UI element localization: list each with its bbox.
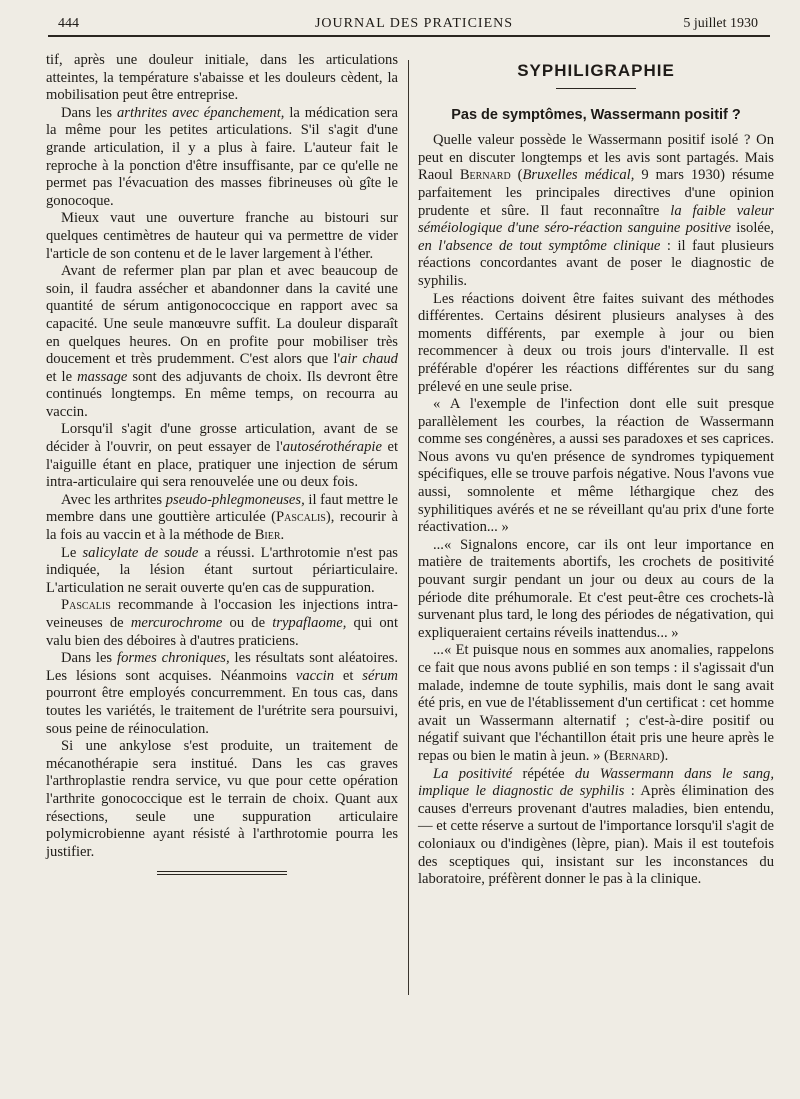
- text-run: Lorsqu'il s'agit d'une grosse articulation, avant de se décider à l'ouvrir, on peut essayer de l': [46, 421, 398, 456]
- italic-text: sérum: [362, 667, 398, 684]
- italic-text: formes chroniques,: [117, 650, 230, 667]
- paragraph: [46, 210, 398, 263]
- italic-text: arthrites avec épanchement,: [117, 104, 285, 121]
- italic-text: mercurochrome: [130, 615, 223, 631]
- column-divider: [408, 60, 409, 995]
- text-run: recommande à l'occasion les injections intra-veineuses de: [46, 597, 398, 631]
- italic-text: en l'absence de tout symptôme clinique: [418, 237, 661, 254]
- text-run: la médication sera la même pour les petites articulations. S'il s'agit d'une grande articulation, il y a plus à faire. L'auteur fait le reproche à la ponction d'être insuffisante, par ce qu'elle ne permet pas l'évacuation des masses fibrineuses où gîte le gonocoque.: [46, 104, 398, 209]
- italic-text: salicylate de soude: [82, 544, 199, 561]
- text-run: (: [510, 167, 523, 184]
- author-name: Pascalis: [276, 509, 326, 526]
- header-rule: [48, 35, 770, 37]
- left-column: [46, 52, 398, 875]
- text-run: Si une ankylose s'est produite, un traitement de mécanothérapie sera institué. Dans les cas graves l'arthroplastie rendra service, vu que pour cette opération l'arthrite gonococcique est le terrain de choix. Quant aux résections, seule une suppuration articulaire polymicrobienne ayant résisté à l'arthrotomie pourra les justifier.: [46, 738, 398, 860]
- italic-text: pseudo-phlegmoneuses,: [165, 491, 305, 508]
- italic-text: trypaflaome,: [272, 615, 347, 631]
- paragraph: [46, 52, 398, 105]
- author-name: Pascalis: [61, 597, 111, 614]
- page-number: 444: [58, 16, 79, 31]
- text-run: isolée,: [731, 220, 774, 237]
- paragraph: [46, 105, 398, 211]
- paragraph: [46, 263, 398, 421]
- left-column-body: [46, 52, 398, 861]
- paragraph: [46, 597, 398, 650]
- text-run: : il faut plusieurs réactions concordantes avant de poser le diagnostic de syphilis.: [418, 237, 774, 289]
- issue-date: 5 juillet 1930: [683, 16, 758, 31]
- journal-title: JOURNAL DES PRATICIENS: [314, 16, 514, 31]
- paragraph: [46, 545, 398, 598]
- text-run: pourront être employés concurremment. En tous cas, dans toutes les variétés, le traitement de l'urétrite sera poursuivi, sous peine de réinoculation.: [46, 685, 398, 737]
- paragraph: [418, 642, 774, 765]
- italic-text: air chaud: [340, 351, 398, 368]
- text-run: Les réactions doivent être faites suivant des méthodes différentes. Certains désirent plusieurs analyses à des moments différents, par exemple à jour ou bien recommencer à deux ou trois jours d'intervalle. Il est préférable d'opérer les réactions différentes sur du sang prélevé en une seule prise.: [418, 290, 774, 395]
- text-run: Dans les: [61, 650, 118, 667]
- text-run: ), recourir à la fois au vaccin et à la méthode de: [46, 509, 398, 544]
- paragraph: [46, 650, 398, 738]
- paragraph: [46, 492, 398, 545]
- text-run: Mieux vaut une ouverture franche au bistouri sur quelques centimètres de hauteur qui va permettre de vider l'article de son contenu et de le laver largement à l'éther.: [46, 210, 398, 262]
- paragraph: [46, 738, 398, 861]
- paragraph: [418, 132, 774, 290]
- end-of-article-rule: [157, 871, 287, 875]
- text-run: Le: [61, 544, 83, 561]
- text-run: et l'aiguille étant en place, pratiquer une injection de sérum intra-articulaire qui sera renouvelée une ou deux fois.: [46, 439, 398, 491]
- right-column-body: [418, 132, 774, 889]
- paragraph: [418, 396, 774, 537]
- text-run: ...« Signalons encore, car ils ont leur importance en matière de traitements abortifs, les crochets de positivité pouvant surgir pendant un jour ou deux au cours de la période dite préhumorale. Et c'est peut-être ces crochets-là survenant plus tard, le long des périodes de négativation, qui expliqueraient certains réveils inattendus... »: [418, 536, 774, 641]
- text-run: sont des adjuvants de choix. Ils devront être continués longtemps. En même temps, on recourra au vaccin.: [46, 368, 398, 420]
- text-run: a réussi. L'arthrotomie n'est pas indiquée, la lésion étant surtout périarticulaire. L'articulation ne serait ouverte qu'en cas de suppuration.: [46, 544, 398, 596]
- paragraph: [418, 537, 774, 643]
- article-title: Pas de symptômes, Wassermann positif ?: [451, 106, 741, 123]
- italic-text: la faible valeur séméiologique d'une séro-réaction sanguine positive: [418, 202, 774, 237]
- author-name: Bernard: [459, 167, 511, 184]
- paragraph: [46, 421, 398, 491]
- text-run: et: [334, 667, 363, 684]
- running-header: [58, 14, 770, 36]
- section-title: SYPHILIGRAPHIE: [517, 61, 675, 80]
- text-run: .: [280, 527, 285, 544]
- text-run: : Après élimination des causes d'erreurs provenant d'autres maladies, bien entendu, — et cette réserve a surtout de l'importance lorsqu'il s'agit de coloniaux ou d'indigènes (lèpre, pian). Mais il est toutefois des sceptiques qui, insistant sur les inconstances du laboratoire, préfèrent donner le pas à la clinique.: [418, 783, 774, 888]
- text-run: les résultats sont aléatoires. Les lésions sont acquises. Néanmoins: [46, 650, 398, 684]
- text-run: qui ont valu bien des déboires à d'autres praticiens.: [46, 615, 398, 649]
- text-run: Dans les: [61, 104, 117, 121]
- text-run: ).: [659, 747, 669, 764]
- italic-text: vaccin: [295, 667, 334, 684]
- paragraph: [418, 291, 774, 397]
- text-run: Avant de refermer plan par plan et avec beaucoup de soin, il faudra assécher et abandonner dans la cavité une quantité de sérum antigonococcique en rapport avec sa capacité. Une seule manœuvre suffit. La douleur disparaît en quelques heures. On en profite pour mobiliser très doucement et très prudemment. C'est alors que l': [46, 263, 398, 368]
- text-run: il faut mettre le membre dans une gouttière articulée (: [46, 491, 398, 526]
- section-rule: [556, 88, 636, 89]
- author-name: Bernard: [608, 747, 660, 764]
- italic-text: La positivité: [433, 765, 513, 782]
- text-run: 9 mars 1930) résume parfaitement les principales directives d'une opinion prudente et sûre. Il faut reconnaître: [418, 167, 775, 219]
- italic-text: Bruxelles médical,: [522, 167, 635, 184]
- italic-text: autosérothérapie: [282, 439, 382, 456]
- italic-text: massage: [77, 368, 128, 385]
- right-column: [418, 52, 774, 889]
- text-run: et le: [46, 368, 78, 385]
- text-run: « A l'exemple de l'infection dont elle suit presque parallèlement les courbes, la réaction de Wassermann comme ses congénères, a aussi ses paradoxes et ses caprices. Nous avons vu qu'en présence de syndromes typiquement spécifiques, elle se trouve parfois négative. Nous l'avons vue aussi, somnolente et même léthargique chez des syphilitiques avérés et ne se réveillant qu'au prix d'une forte réactivation... »: [418, 396, 774, 536]
- text-run: Quelle valeur possède le Wassermann positif isolé ? On peut en discuter longtemps et les avis sont partagés. Mais Raoul: [418, 132, 774, 184]
- paragraph: [418, 766, 774, 889]
- author-name: Bier: [254, 527, 281, 544]
- text-run: Avec les arthrites: [61, 491, 166, 508]
- text-run: tif, après une douleur initiale, dans les articulations atteintes, la température s'abaisse et les douleurs cèdent, la mobilisation peut être entreprise.: [46, 52, 398, 104]
- italic-text: du Wassermann dans le sang, implique le diagnostic de syphilis: [418, 765, 774, 800]
- text-run: ou de: [222, 615, 273, 631]
- text-run: ...« Et puisque nous en sommes aux anomalies, rappelons ce fait que nous avons publié en son temps : il s'agissait d'un malade, indemne de toute syphilis, mais dont le sang avait été pris, en vue de l'établissement d'un certificat : cet homme avait un Wassermann alternatif ; c'est-à-dire positif ou négatif suivant que l'échantillon était pris une heure après le repas ou bien le matin à jeun. » (: [418, 642, 774, 764]
- text-run: répétée: [512, 765, 575, 782]
